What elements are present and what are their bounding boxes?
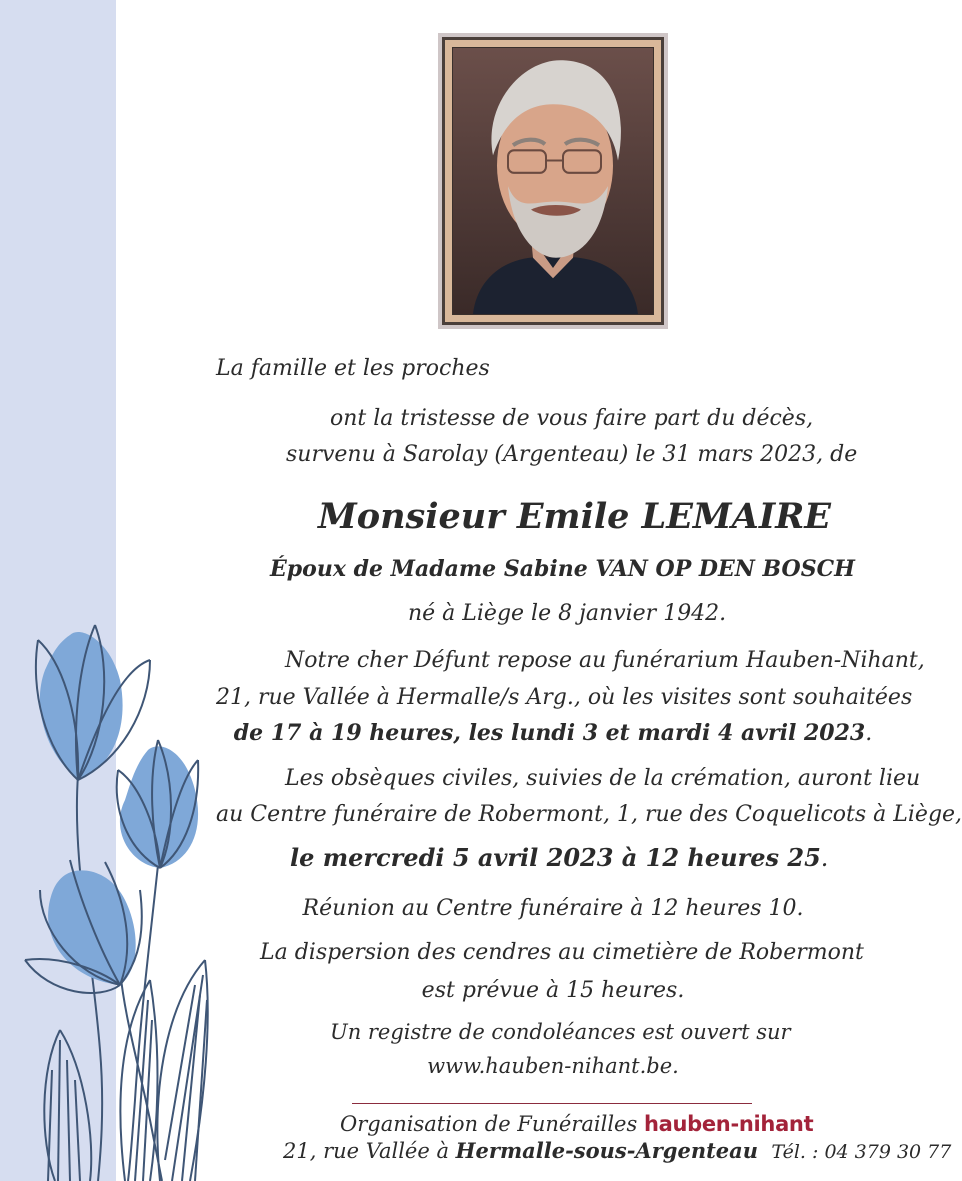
register-url[interactable]: www.hauben-nihant.be. — [427, 1054, 679, 1078]
ceremony-line-1: Les obsèques civiles, suivies de la crémation, auront lieu — [285, 766, 921, 791]
ceremony-date-line — [290, 843, 829, 872]
opening-line: La famille et les proches — [216, 356, 490, 381]
footer-address-prefix: 21, rue Vallée à — [283, 1139, 449, 1163]
tulip-flowers-icon — [0, 600, 240, 1181]
footer-address-city: Hermalle-sous-Argenteau — [455, 1138, 759, 1163]
ceremony-line-2: au Centre funéraire de Robermont, 1, rue des Coquelicots à Liège, — [216, 802, 962, 827]
visit-line-2: 21, rue Vallée à Hermalle/s Arg., où les visites sont souhaitées — [216, 685, 913, 710]
dispersal-line-2: est prévue à 15 heures. — [421, 978, 685, 1003]
announcement-line: ont la tristesse de vous faire part du décès, — [330, 406, 814, 431]
visit-hours-end: . — [865, 721, 873, 746]
register-line: Un registre de condoléances est ouvert sur — [330, 1020, 791, 1044]
visit-hours: de 17 à 19 heures, les lundi 3 et mardi 4 avril 2023 — [233, 720, 866, 746]
spouse-line: Époux de Madame Sabine VAN OP DEN BOSCH — [270, 556, 855, 582]
portrait-photo-icon — [452, 47, 654, 315]
deceased-name: Monsieur Emile LEMAIRE — [318, 496, 831, 537]
birth-line: né à Liège le 8 janvier 1942. — [408, 601, 727, 626]
ceremony-date: le mercredi 5 avril 2023 à 12 heures 25 — [290, 843, 821, 872]
footer-phone: Tél. : 04 379 30 77 — [771, 1141, 952, 1163]
footer-divider — [352, 1103, 752, 1104]
visit-hours-line — [220, 722, 886, 745]
visit-line-1: Notre cher Défunt repose au funérarium Hauben-Nihant, — [285, 648, 925, 673]
brand-logo: hauben-nihant — [643, 1112, 814, 1136]
ceremony-date-end: . — [820, 844, 829, 872]
footer-org-label: Organisation de Funérailles — [340, 1112, 638, 1136]
footer-org-line — [340, 1112, 814, 1136]
meeting-line: Réunion au Centre funéraire à 12 heures 10. — [302, 896, 804, 921]
footer-address-line — [283, 1140, 951, 1162]
death-place-date-line: survenu à Sarolay (Argenteau) le 31 mars 2023, de — [286, 442, 858, 467]
dispersal-line-1: La dispersion des cendres au cimetière de Robermont — [260, 940, 864, 965]
portrait-frame — [438, 33, 668, 329]
